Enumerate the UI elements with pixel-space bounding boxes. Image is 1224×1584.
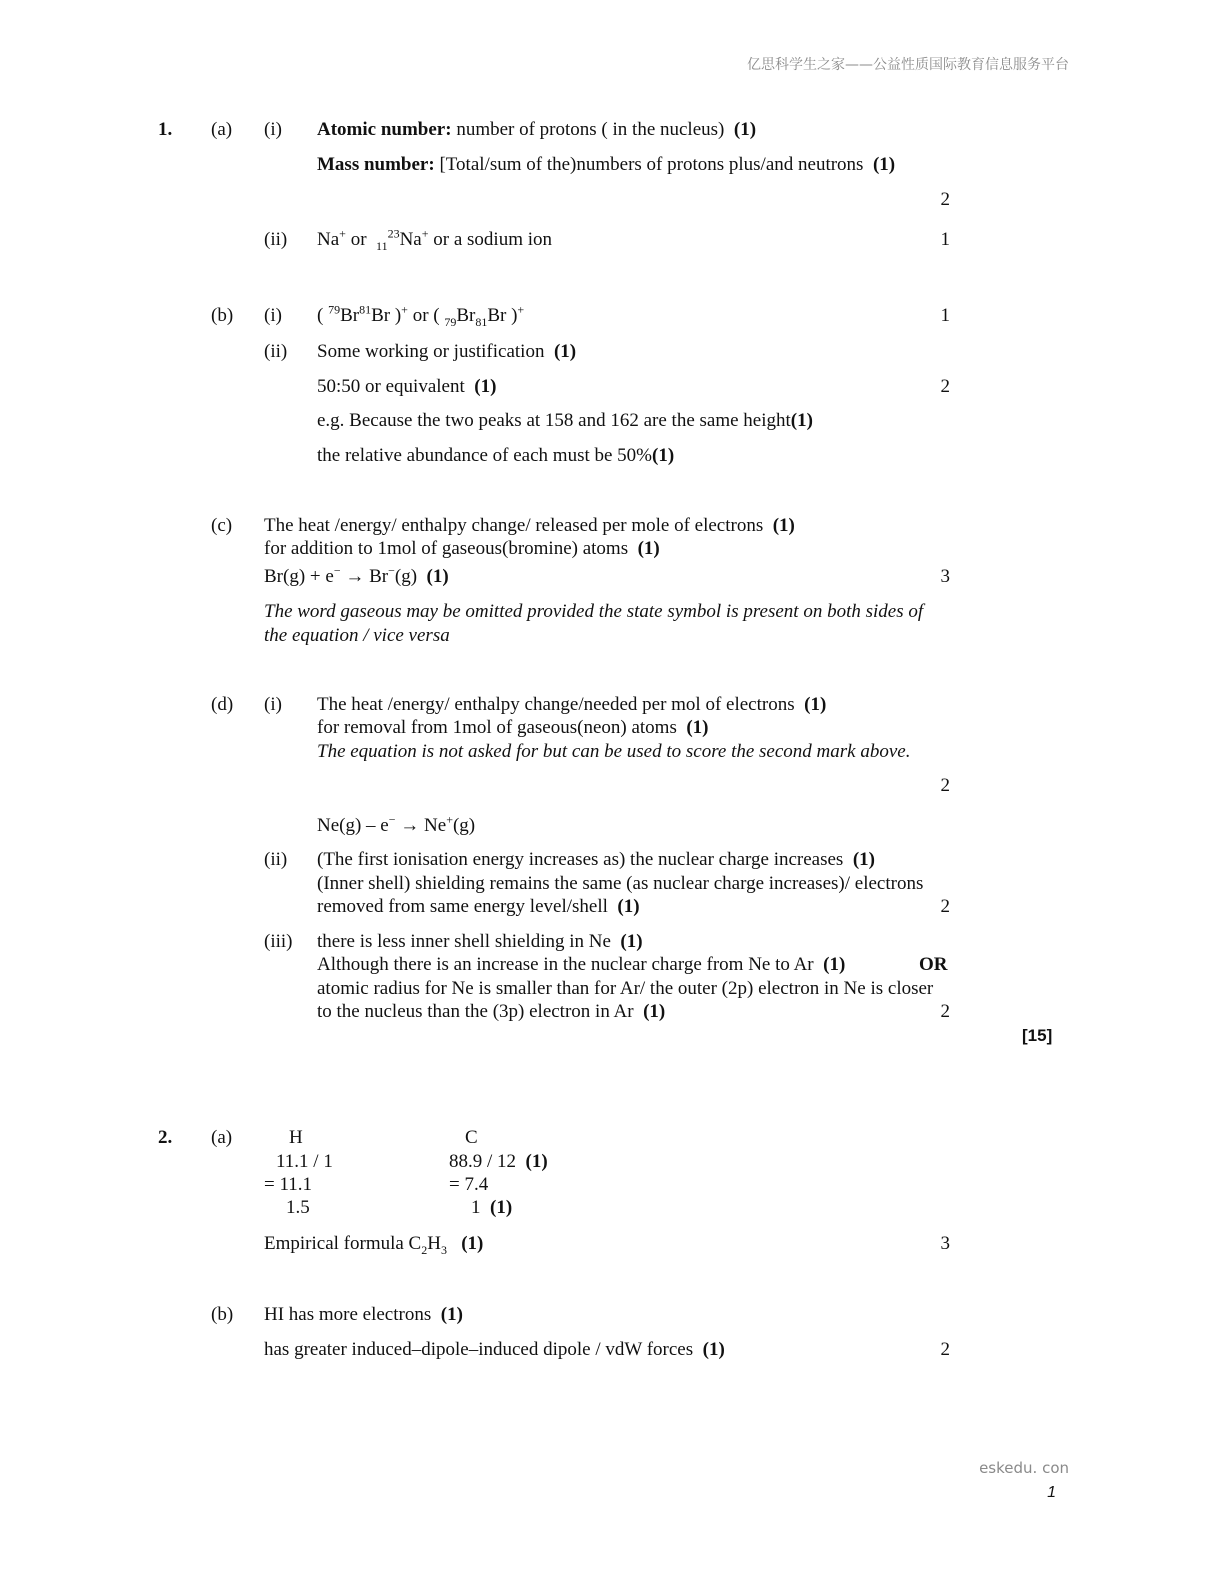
part-label-2a: (a) xyxy=(211,1127,233,1148)
subpart-label-1d-i: (i) xyxy=(264,694,282,715)
calc-cell: 11.1 / 1 xyxy=(276,1151,333,1172)
mark-award: (1) xyxy=(823,954,846,975)
mark-total-1d-iii: 2 xyxy=(940,1001,950,1022)
equation-electron-affinity: Br(g) + e− → Br−(g) (1) xyxy=(264,563,449,587)
column-head-h: H xyxy=(289,1127,303,1148)
subpart-label-1d-ii: (ii) xyxy=(264,849,288,870)
subpart-label-1d-iii: (iii) xyxy=(264,931,293,952)
mark-total-1a-i: 2 xyxy=(940,189,950,210)
mark-total-1b-ii: 2 xyxy=(940,376,950,397)
mark-award: (1) xyxy=(702,1339,725,1360)
mark-award: (1) xyxy=(772,515,795,536)
calc-cell: 1 (1) xyxy=(471,1197,513,1218)
footer-site: eskedu. con xyxy=(979,1459,1069,1477)
calc-cell: = 7.4 xyxy=(449,1174,489,1195)
answer-line: removed from same energy level/shell (1) xyxy=(317,896,640,917)
mark-award: (1) xyxy=(426,566,449,587)
subpart-label-1a-ii: (ii) xyxy=(264,229,288,250)
mark-award: (1) xyxy=(686,717,709,738)
marking-note: The word gaseous may be omitted provided the state symbol is present on both sides of xyxy=(264,601,924,622)
part-label-1c: (c) xyxy=(211,515,233,536)
answer-line-bromine-ion: ( $^{79}$Br$^{81}$Br )+ or ( $_{79}Br_{81}Br$ )+ xyxy=(317,302,525,329)
mark-total-1d-i: 2 xyxy=(940,775,950,796)
mark-award: (1) xyxy=(474,376,497,397)
answer-line: (Inner shell) shielding remains the same (as nuclear charge increases)/ electrons xyxy=(317,873,924,894)
subpart-label-1a-i: (i) xyxy=(264,119,282,140)
answer-line: HI has more electrons (1) xyxy=(264,1304,463,1325)
answer-line: The heat /energy/ enthalpy change/needed per mol of electrons (1) xyxy=(317,694,827,715)
mark-total-1c: 3 xyxy=(940,566,950,587)
mark-total-2a: 3 xyxy=(940,1233,950,1254)
mark-award: (1) xyxy=(617,896,640,917)
mark-total-1d-ii: 2 xyxy=(940,896,950,917)
answer-line: (The first ionisation energy increases as) the nuclear charge increases (1) xyxy=(317,849,875,870)
mark-award: (1) xyxy=(643,1001,666,1022)
mark-total-2b: 2 xyxy=(940,1339,950,1360)
mark-award: (1) xyxy=(461,1233,484,1254)
mark-total-1a-ii: 1 xyxy=(940,229,950,250)
definition-mass-number: [Total/sum of the)numbers of protons plus/and neutrons xyxy=(434,154,864,175)
mark-award: (1) xyxy=(790,410,813,431)
mark-award: (1) xyxy=(652,445,675,466)
calc-cell: 88.9 / 12 (1) xyxy=(449,1151,548,1172)
question-number-2: 2. xyxy=(158,1127,173,1148)
question-total-1: [15] xyxy=(1022,1026,1053,1045)
answer-line: Although there is an increase in the nuclear charge from Ne to Ar (1) xyxy=(317,954,846,975)
subpart-label-1b-i: (i) xyxy=(264,305,282,326)
mark-award: (1) xyxy=(852,849,875,870)
mark-total-1b-i: 1 xyxy=(940,305,950,326)
mark-award: (1) xyxy=(637,538,660,559)
or-keyword: OR xyxy=(919,954,948,975)
part-label-1a: (a) xyxy=(211,119,233,140)
mark-award: (1) xyxy=(872,154,896,175)
marking-note: The equation is not asked for but can be used to score the second mark above. xyxy=(317,741,911,762)
mark-award: (1) xyxy=(553,341,577,362)
subpart-label-1b-ii: (ii) xyxy=(264,341,288,362)
part-label-2b: (b) xyxy=(211,1304,234,1325)
calc-cell: 1.5 xyxy=(286,1197,310,1218)
calc-cell: = 11.1 xyxy=(264,1174,313,1195)
part-label-1d: (d) xyxy=(211,694,234,715)
answer-line-sodium-ion: Na+ or $_{11}^{23}$Na+ or a sodium ion xyxy=(317,226,553,253)
answer-line: for addition to 1mol of gaseous(bromine) atoms (1) xyxy=(264,538,660,559)
answer-line: atomic radius for Ne is smaller than for Ar/ the outer (2p) electron in Ne is closer xyxy=(317,978,934,999)
answer-line: for removal from 1mol of gaseous(neon) atoms (1) xyxy=(317,717,709,738)
definition-atomic-number: number of protons ( in the nucleus) xyxy=(451,119,725,140)
answer-line: there is less inner shell shielding in Ne (1) xyxy=(317,931,643,952)
answer-line-atomic-number xyxy=(317,118,756,142)
answer-line: the relative abundance of each must be 50%(1) xyxy=(317,445,675,466)
term-mass-number: Mass number: xyxy=(317,154,435,175)
equation-ionisation: Ne(g) – e− → Ne+(g) xyxy=(317,812,476,836)
column-head-c: C xyxy=(465,1127,478,1148)
mark-award: (1) xyxy=(525,1151,548,1172)
mark-award: (1) xyxy=(620,931,643,952)
page-number: 1 xyxy=(1047,1484,1056,1501)
site-header: 亿思科学生之家——公益性质国际教育信息服务平台 xyxy=(747,57,1069,73)
answer-line: has greater induced–dipole–induced dipole / vdW forces (1) xyxy=(264,1339,725,1360)
mark-award: (1) xyxy=(804,694,827,715)
mark-award: (1) xyxy=(490,1197,513,1218)
answer-line: Some working or justification (1) xyxy=(317,341,577,362)
answer-line-empirical-formula: Empirical formula $C_2H_3$ (1) xyxy=(264,1233,484,1257)
answer-line: e.g. Because the two peaks at 158 and 162 are the same height(1) xyxy=(317,410,813,431)
mark-award: (1) xyxy=(440,1304,463,1325)
answer-line-mass-number xyxy=(317,153,895,177)
marking-note: the equation / vice versa xyxy=(264,625,450,646)
part-label-1b: (b) xyxy=(211,305,234,326)
answer-line: The heat /energy/ enthalpy change/ released per mole of electrons (1) xyxy=(264,515,795,536)
answer-line: to the nucleus than the (3p) electron in Ar (1) xyxy=(317,1001,666,1022)
mark-award: (1) xyxy=(733,119,757,140)
question-number-1: 1. xyxy=(158,119,173,140)
term-atomic-number: Atomic number: xyxy=(317,119,452,140)
answer-line: 50:50 or equivalent (1) xyxy=(317,376,497,397)
